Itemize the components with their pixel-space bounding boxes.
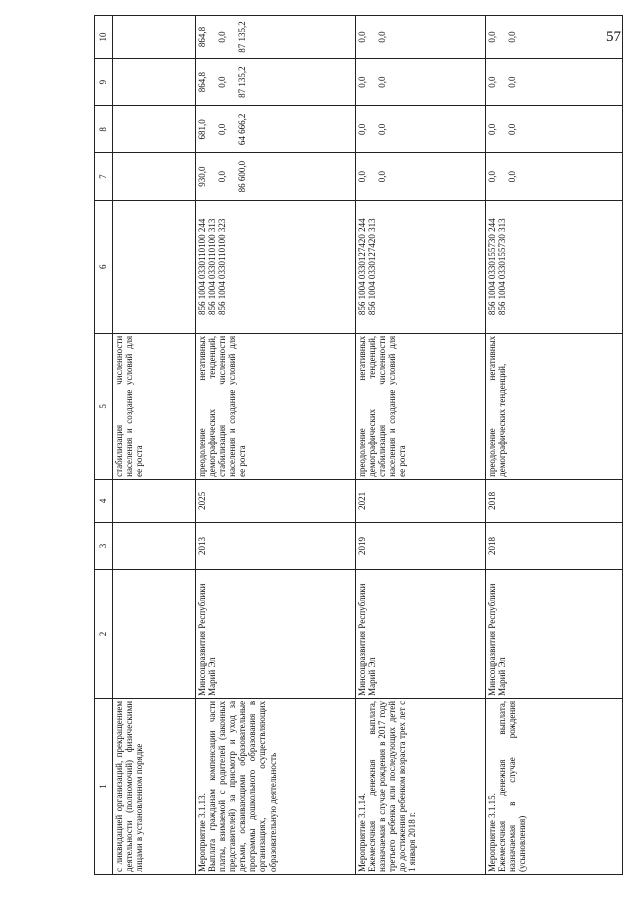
budget-code-cell (113, 200, 196, 333)
col-header: 4 (95, 479, 113, 522)
col-header: 5 (95, 333, 113, 479)
col-header: 3 (95, 522, 113, 569)
value-cell-9 (113, 59, 196, 106)
value-cell-9: 0,0 0,0 (356, 59, 486, 106)
end-year-cell: 2018 (486, 479, 623, 522)
budget-code-cell: 856 1004 0330127420 244 856 1004 0330127420 313 (356, 200, 486, 333)
start-year-cell (113, 522, 196, 569)
col-header: 1 (95, 698, 113, 874)
value-cell-9: 864,8 0,0 87 135,2 (196, 59, 356, 106)
executor-cell: Минсоцразвития Республики Марий Эл (356, 570, 486, 699)
end-year-cell (113, 479, 196, 522)
budget-code-cell: 856 1004 0330155730 244 856 1004 0330155730 313 (486, 200, 623, 333)
end-year-cell: 2025 (196, 479, 356, 522)
rotated-table-wrapper (94, 15, 619, 875)
value-cell-7 (113, 153, 196, 200)
measure-cell: Мероприятие 3.1.14. Ежемесячная денежная выплата, назначаемая в случае рождения в 2017 году третьего ребенка или последующих детей до достижения ребенком возраста трех лет с 1 января 2018 г. (356, 698, 486, 874)
value-cell-8: 0,0 0,0 (356, 106, 486, 153)
value-cell-8: 681,0 0,0 64 666,2 (196, 106, 356, 153)
start-year-cell: 2018 (486, 522, 623, 569)
value-cell-7: 0,0 0,0 (356, 153, 486, 200)
value-cell-10 (113, 16, 196, 59)
col-header: 7 (95, 153, 113, 200)
value-cell-7: 930,0 0,0 86 600,0 (196, 153, 356, 200)
expected-result-cell: преодоление негативных демографических тенденций, (486, 333, 623, 479)
page-number: 57 (606, 29, 621, 45)
expected-result-cell: преодоление негативных демографических тенденций, стабилизация численности населения и создание условий для ее роста (196, 333, 356, 479)
value-cell-7: 0,0 0,0 (486, 153, 623, 200)
value-cell-10: 864,8 0,0 87 135,2 (196, 16, 356, 59)
table-row (196, 16, 356, 875)
table-row (113, 16, 196, 875)
measure-cell: Мероприятие 3.1.13. Выплата гражданам компенсации части платы, взимаемой с родителей (законных представителей) за присмотр и уход за детьми, осваивающими образовательные программы дошкольного образования в организациях, осуществляющих образовательную деятельность (196, 698, 356, 874)
value-cell-10: 0,0 0,0 (356, 16, 486, 59)
value-cell-8 (113, 106, 196, 153)
value-cell-10: 0,0 0,0 (486, 16, 623, 59)
col-header: 10 (95, 16, 113, 59)
column-number-row (95, 16, 113, 875)
col-header: 2 (95, 570, 113, 699)
col-header: 8 (95, 106, 113, 153)
budget-code-cell: 856 1004 0330110100 244 856 1004 0330110100 313 856 1004 0330110100 323 (196, 200, 356, 333)
table-row (486, 16, 623, 875)
col-header: 6 (95, 200, 113, 333)
executor-cell (113, 570, 196, 699)
executor-cell: Минсоцразвития Республики Марий Эл (486, 570, 623, 699)
budget-table (94, 15, 623, 875)
expected-result-cell: преодоление негативных демографических тенденций, стабилизация численности населения и создание условий для ее роста (356, 333, 486, 479)
start-year-cell: 2013 (196, 522, 356, 569)
value-cell-9: 0,0 0,0 (486, 59, 623, 106)
expected-result-cell: стабилизация численности населения и создание условий для ее роста (113, 333, 196, 479)
measure-cell: с ликвидацией организаций, прекращением деятельности (полномочий) физическими лицами в установленном порядке (113, 698, 196, 874)
executor-cell: Минсоцразвития Республики Марий Эл (196, 570, 356, 699)
value-cell-8: 0,0 0,0 (486, 106, 623, 153)
end-year-cell: 2021 (356, 479, 486, 522)
start-year-cell: 2019 (356, 522, 486, 569)
table-row (356, 16, 486, 875)
measure-cell: Мероприятие 3.1.15. Ежемесячная денежная выплата, назначаемая в случае рождения (усыновления) (486, 698, 623, 874)
col-header: 9 (95, 59, 113, 106)
